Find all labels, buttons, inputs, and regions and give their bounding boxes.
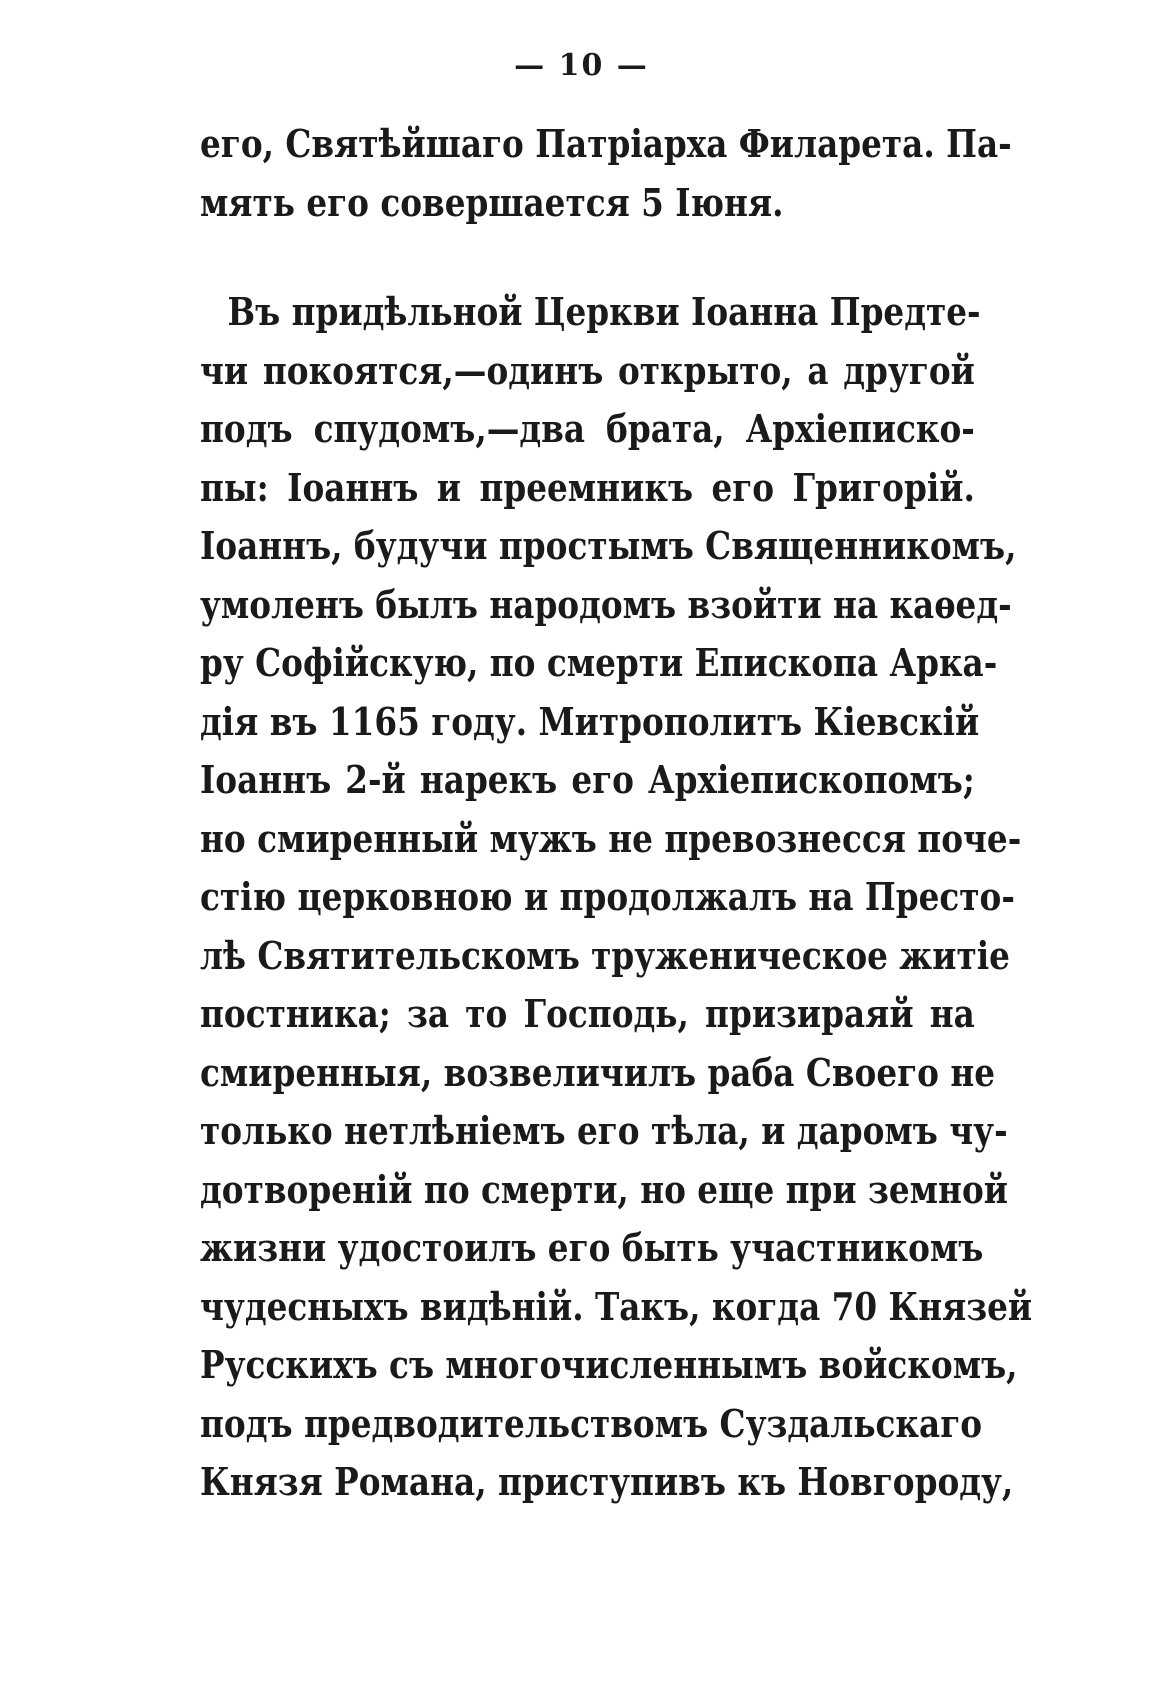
- text-line: Іоаннъ, будучи простымъ Священникомъ,: [200, 523, 1017, 568]
- text-line: дотвореній по смерти, но еще при земной: [200, 1166, 1008, 1212]
- text-line: чудесныхъ видѣній. Такъ, когда 70 Князей: [200, 1283, 1033, 1329]
- text-line: Въ придѣльной Церкви Іоанна Предте-: [227, 289, 981, 334]
- text-line: подъ предводительствомъ Суздальскаго: [200, 1400, 983, 1446]
- text-line: Іоаннъ 2-й нарекъ его Архіепископомъ;: [200, 757, 975, 802]
- text-line: жизни удостоилъ его быть участникомъ: [200, 1225, 984, 1270]
- text-line: умоленъ былъ народомъ взойти на каѳед-: [200, 581, 1012, 627]
- text-line: но смиренный мужъ не превознесся поче-: [200, 815, 1022, 861]
- text-line: мять его совершается 5 Іюня.: [200, 179, 784, 225]
- text-line: Русскихъ съ многочисленнымъ войскомъ,: [200, 1342, 1018, 1387]
- paragraph-1: [200, 115, 1012, 232]
- text-line: подъ спудомъ,—два брата, Архіеписко-: [200, 406, 975, 451]
- text-line: Князя Романа, приступивъ къ Новгороду,: [200, 1459, 1014, 1504]
- text-line: его, Святѣйшаго Патріарха Филарета. Па-: [200, 121, 1012, 166]
- text-line: чи покоятся,—одинъ открыто, а другой: [200, 347, 975, 393]
- text-line: дія въ 1165 году. Митрополитъ Кіевскій: [200, 698, 980, 744]
- text-line: стію церковною и продолжалъ на Престо-: [200, 874, 1015, 919]
- paragraph-2: [200, 283, 1033, 1512]
- text-line: лѣ Святительскомъ труженическое житіе: [200, 932, 1010, 978]
- page-number: — 10 —: [514, 48, 649, 83]
- text-line: смиренныя, возвеличилъ раба Своего не: [200, 1049, 996, 1095]
- text-line: ру Софійскую, по смерти Епископа Арка-: [200, 640, 998, 685]
- text-line: пы: Іоаннъ и преемникъ его Григорій.: [200, 464, 975, 510]
- text-line: постника; за то Господь, призираяй на: [200, 991, 975, 1036]
- text-line: только нетлѣніемъ его тѣла, и даромъ чу-: [200, 1108, 1008, 1153]
